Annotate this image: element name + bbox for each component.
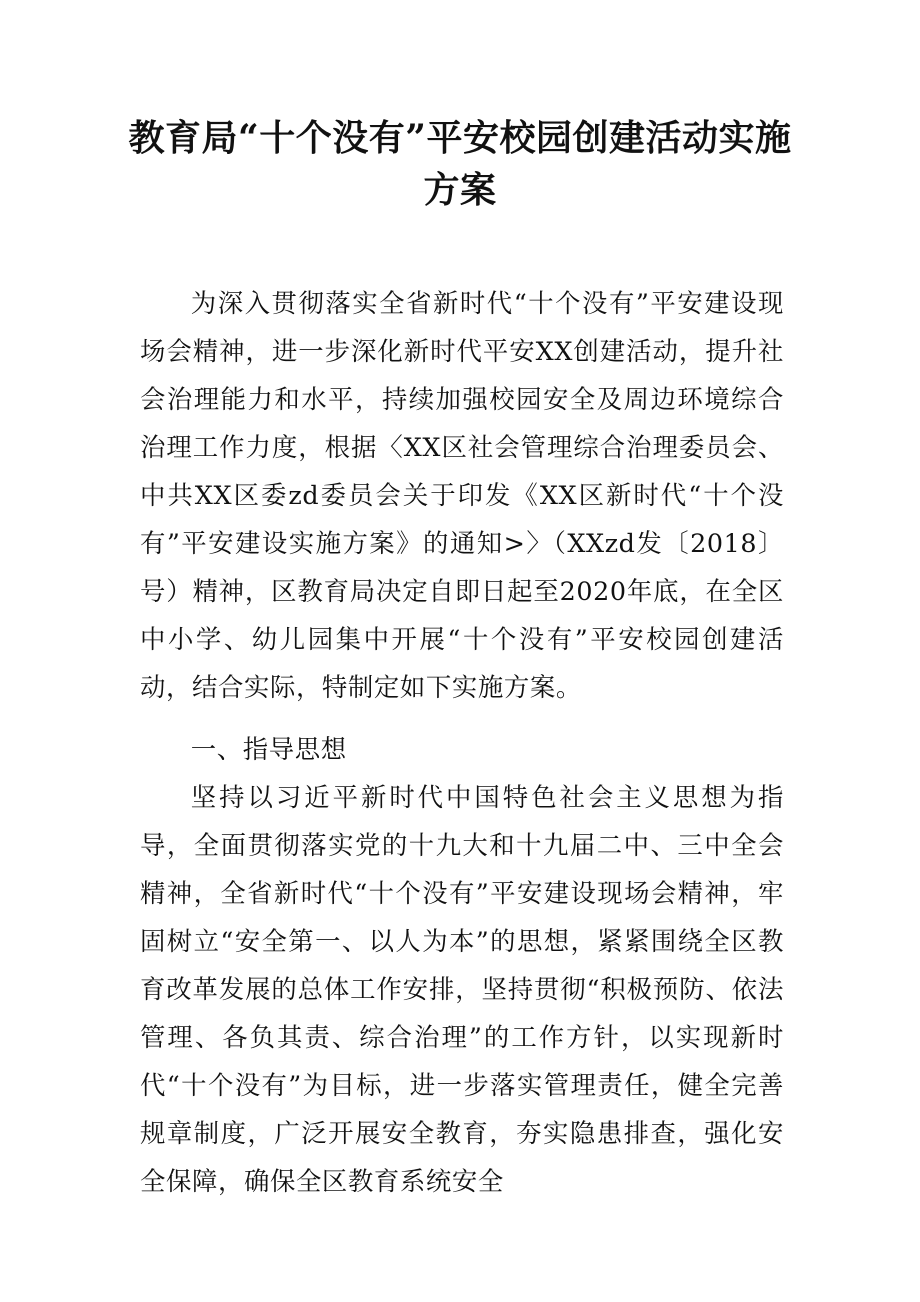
- document-title: 教育局“十个没有”平安校园创建活动实施方案: [128, 117, 792, 211]
- section-paragraph: 坚持以习近平新时代中国特色社会主义思想为指导，全面贯彻落实党的十九大和十九届二中、三中全会精神，全省新时代“十个没有”平安建设现场会精神，牢固树立“安全第一、以人为本”的思想，紧紧围绕全区教育改革发展的总体工作安排，坚持贯彻“积极预防、依法管理、各负其责、综合治理”的工作方针，以实现新时代“十个没有”为目标，进一步落实管理责任，健全完善规章制度，广泛开展安全教育，夯实隐患排查，强化安全保障，确保全区教育系统安全: [140, 782, 784, 1196]
- section-heading: 一、指导思想: [190, 734, 347, 764]
- intro-paragraph: 为深入贯彻落实全省新时代“十个没有”平安建设现场会精神，进一步深化新时代平安XX创建活动，提升社会治理能力和水平，持续加强校园安全及周边环境综合治理工作力度，根据〈XX区社会管理综合治理委员会、中共XX区委zd委员会关于印发《XX区新时代“十个没有”平安建设实施方案》的通知>〉（XXzd发〔2018〕 号）精神，区教育局决定自即日起至2020年底，在全区中小学、幼儿园集中开展“十个没有”平安校园创建活动，结合实际，特制定如下实施方案。: [140, 288, 784, 702]
- document-body: [140, 279, 784, 1205]
